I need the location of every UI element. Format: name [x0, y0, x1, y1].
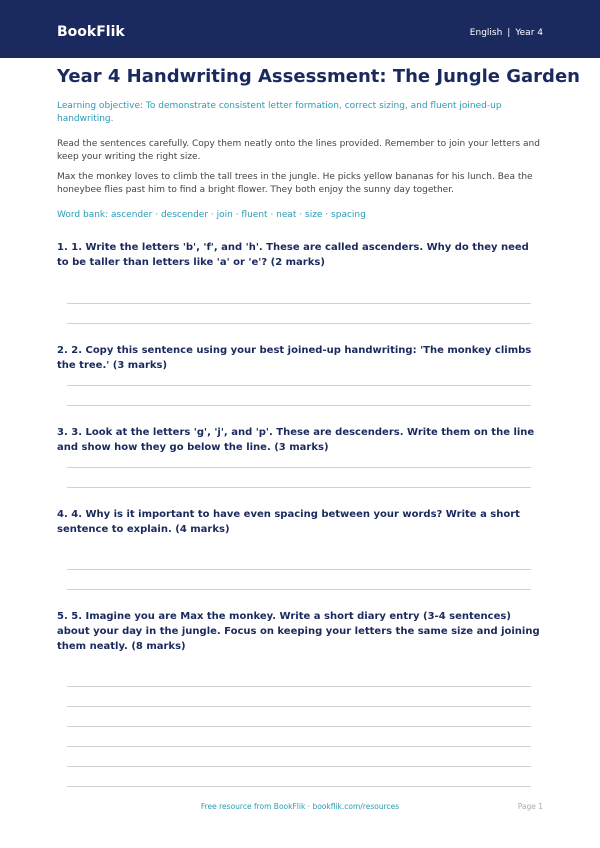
question-5: 5. 5. Imagine you are Max the monkey. Write a short diary entry (3-4 sentences) about your day in the jungle. Focus on keeping your letters the same size and joining them neatly. (8 marks) [57, 611, 540, 652]
answer-line[interactable] [67, 467, 531, 468]
question-4: 4. 4. Why is it important to have even spacing between your words? Write a short sentence to explain. (4 marks) [57, 509, 520, 535]
meta-separator: | [507, 28, 511, 38]
question-1: 1. 1. Write the letters 'b', 'f', and 'h'. These are called ascenders. Why do they need to be taller than letters like 'a' or 'e'? (2 marks) [57, 242, 529, 268]
subject-year-label [470, 28, 543, 38]
answer-line[interactable] [67, 487, 531, 488]
answer-line[interactable] [67, 589, 531, 590]
brand-logo[interactable]: BookFlik [57, 24, 125, 40]
answer-line[interactable] [67, 726, 531, 727]
passage-paragraph: Max the monkey loves to climb the tall trees in the jungle. He picks yellow bananas for his lunch. Bea the honeybee flies past him to find a bright flower. They both enjoy the sunny day together. [57, 172, 533, 195]
instructions-paragraph: Read the sentences carefully. Copy them neatly onto the lines provided. Remember to join your letters and keep your writing the right size. [57, 139, 540, 162]
answer-line[interactable] [67, 569, 531, 570]
year-label: Year 4 [515, 28, 543, 38]
answer-line[interactable] [67, 385, 531, 386]
page-title: Year 4 Handwriting Assessment: The Jungle Garden [57, 66, 580, 87]
answer-line[interactable] [67, 706, 531, 707]
page-number: Page 1 [517, 802, 543, 811]
answer-line[interactable] [67, 323, 531, 324]
answer-line[interactable] [67, 303, 531, 304]
answer-line[interactable] [67, 766, 531, 767]
learning-objective: Learning objective: To demonstrate consistent letter formation, correct sizing, and fluent joined-up handwriting. [57, 101, 502, 124]
word-bank: Word bank: ascender · descender · join · fluent · neat · size · spacing [57, 210, 366, 220]
header-bar [0, 0, 600, 58]
question-3: 3. 3. Look at the letters 'g', 'j', and 'p'. These are descenders. Write them on the line and show how they go below the line. (3 marks) [57, 427, 535, 453]
footer-resource-link[interactable]: Free resource from BookFlik · bookflik.com/resources [200, 802, 400, 811]
answer-line[interactable] [67, 746, 531, 747]
answer-line[interactable] [67, 786, 531, 787]
question-2: 2. 2. Copy this sentence using your best joined-up handwriting: 'The monkey climbs the tree.' (3 marks) [57, 345, 532, 371]
answer-line[interactable] [67, 405, 531, 406]
subject-label: English [469, 28, 503, 38]
answer-line[interactable] [67, 686, 531, 687]
